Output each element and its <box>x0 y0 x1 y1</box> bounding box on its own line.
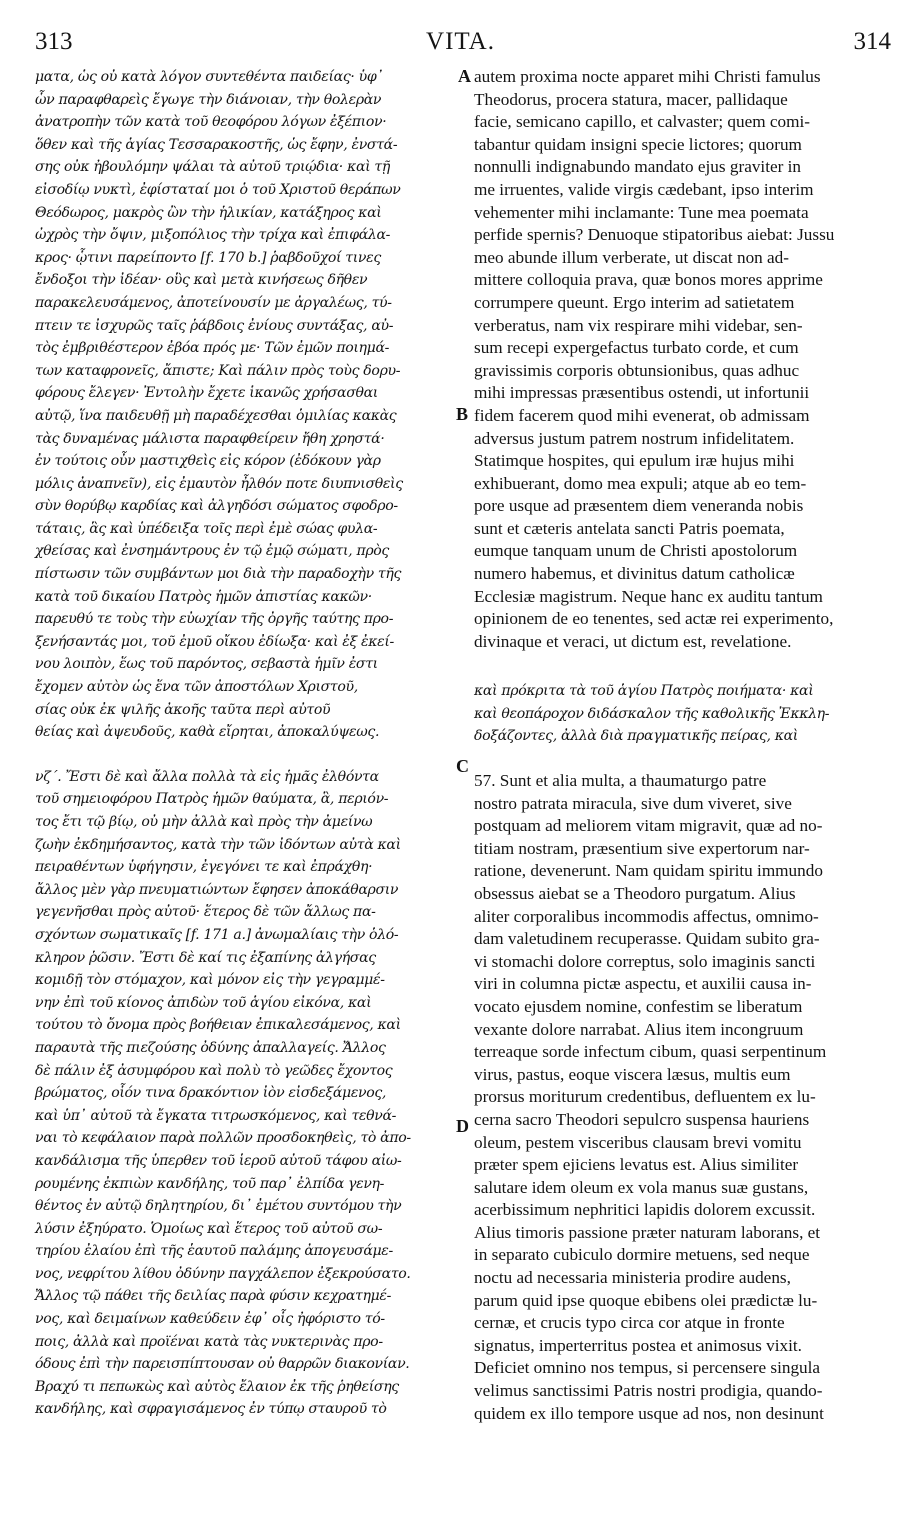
greek-text-line: δὲ πάλιν ἐξ ἀσυμφόρου καὶ πολὺ τὸ γεῶδες ἔχοντος <box>35 1062 393 1079</box>
latin-text-line: velimus sanctissimi Patris nostri prodigia, quando- <box>474 1381 823 1401</box>
latin-text-line: cerna sacro Theodori sepulcro suspensa hauriens <box>474 1109 810 1129</box>
latin-text-line: facie, semicano capillo, et calvaster; quem comi- <box>474 112 810 132</box>
latin-text-line: exhibuerant, domo mea expuli; atque ab eo tem- <box>474 473 807 493</box>
latin-text-line: acerbissimum nephritici lapidis dolorem excussit. <box>474 1200 816 1220</box>
greek-text-line: καὶ θεοπάροχον διδάσκαλον τῆς καθολικῆς Ἐκκλη- <box>474 705 830 722</box>
latin-text-line: tabantur quidam insigni specie lictores; quorum <box>474 134 802 154</box>
greek-text-line: τούτου τὸ ὄνομα πρὸς βοήθειαν ἐπικαλεσάμενος, καὶ <box>35 1017 401 1034</box>
latin-text-line: titiam nostram, præsentium sive expertorum nar- <box>474 838 810 858</box>
greek-text-line: κανδάλισμα τῆς ὑπερθεν τοῦ ἱεροῦ αὐτοῦ τάφου αἰω- <box>35 1152 402 1169</box>
greek-text-line: τηρίου ἐλαίου ἐπὶ τῆς ἑαυτοῦ παλάμης ἀπογευσάμε- <box>35 1243 393 1260</box>
latin-top-block <box>474 66 884 653</box>
latin-text-line: vi stomachi dolore correptus, solo imaginis sancti <box>474 951 816 971</box>
greek-text-line: ναι τὸ κεφάλαιον παρὰ πολλῶν προσδοκηθεὶς, τὸ ἀπο- <box>35 1130 411 1147</box>
latin-text-line: sunt et cæteris antelata sancti Patris poemata, <box>474 518 785 538</box>
latin-text-line: mihi impressas præsentibus ostendi, ut infortunii <box>474 383 810 403</box>
greek-text-line: τὰς δυναμένας μάλιστα παραφθείρειν ἤθη χρηστά· <box>35 430 385 447</box>
greek-text-line: Ἄλλος τῷ πάθει τῆς δειλίας παρὰ φύσιν κεχρατημέ- <box>35 1288 391 1305</box>
greek-text-line: τοῦ σημειοφόρου Πατρὸς ἡμῶν θαύματα, ἃ, περιόν- <box>35 791 389 808</box>
greek-text-line: νος, νεφρίτου λίθου ὀδύνην παγχάλεπον ἐξεκρούσατο. <box>35 1265 411 1282</box>
greek-text-line: σίας οὐκ ἐκ ψιλῆς ἀκοῆς ταῦτα περὶ αὐτοῦ <box>35 701 331 718</box>
margin-marker-a: A <box>458 66 471 86</box>
greek-text-line: τάταις, ἃς καὶ ὑπέδειξα τοῖς περὶ ἐμὲ σώας φυλα- <box>35 520 378 537</box>
latin-text-line: vehementer mihi inclamante: Tune mea poemata <box>474 202 809 222</box>
latin-text-line: me irruentes, valide virgis cædebant, ipso interim <box>474 179 814 199</box>
latin-text-line: viri in columna pictæ aspectu, et auxilii causa in- <box>474 974 812 994</box>
latin-text-line: pore usque ad præsentem diem veneranda nobis <box>474 496 804 516</box>
latin-text-line: dam valetudinem recuperasse. Quidam subito gra- <box>474 929 820 949</box>
latin-text-line: adversus justum patrem nostrum infidelitatem. <box>474 428 795 448</box>
greek-text-line: τὸς ἐμβριθέστερον ἐβόα πρός με· Τῶν ἐμῶν ποιημά- <box>35 340 390 357</box>
latin-text-line: aliter corporalibus incommodis affectus, omnimo- <box>474 906 819 926</box>
greek-text-line: ἔνδοξοι τὴν ἰδέαν· οὓς καὶ μετὰ κινήσεως δῆθεν <box>35 272 368 289</box>
latin-text-line: vocato ejusdem nomine, confestim se liberatum <box>474 996 803 1016</box>
greek-text-line: των καταφρονεῖς, ἄπιστε; Καὶ πάλιν πρὸς τοὺς δορυ- <box>35 362 401 379</box>
latin-text-line: perfide spernis? Denuoque stipatoribus aiebat: Jussu <box>474 225 835 245</box>
latin-text-line: verberatus, nam vix respirare mihi videbar, sen- <box>474 315 803 335</box>
greek-text-line: σης οὐκ ἠβουλόμην ψάλαι τὰ αὐτοῦ τριῴδια· καὶ τῇ <box>35 159 390 176</box>
greek-text-line: Θεόδωρος, μακρὸς ὢν τὴν ἡλικίαν, κατάξηρος καὶ <box>35 204 382 221</box>
greek-text-line: δοξάζοντες, ἀλλὰ διὰ πραγματικῆς πείρας, καὶ <box>474 728 798 745</box>
latin-bottom-block <box>474 770 884 1425</box>
latin-text-line: mittere colloquia prava, quæ bonos mores apprime <box>474 270 823 290</box>
latin-text-line: sum recepi expergefactus turbato corde, et cum <box>474 338 799 358</box>
latin-text-line: eumque tanquam unum de Christi apostolorum <box>474 541 798 561</box>
greek-text-line: κανδήλης, καὶ σφραγισάμενος ἐν τύπῳ σταυροῦ τὸ <box>35 1401 387 1418</box>
greek-text-line: ξενήσαντάς μοι, τοῦ ἐμοῦ οἴκου ἐδίωξα· καὶ ἐξ ἐκεί- <box>35 633 394 650</box>
greek-text-line: ποις, ἀλλὰ καὶ προϊέναι κατὰ τὰς νυκτερινὰς προ- <box>35 1333 383 1350</box>
latin-text-line: vexante dolore narrabat. Alius item incongruum <box>474 1019 804 1039</box>
greek-text-line: ὧν παραφθαρεὶς ἔγωγε τὴν διάνοιαν, τὴν θολερὰν <box>35 91 382 108</box>
greek-text-line: χθείσας καὶ ἐνσημάντρους ἐν τῷ ἐμῷ σώματι, πρὸς <box>35 543 389 560</box>
greek-text-line: ἄλλος μὲν γὰρ πνευματιώντων ἔφησεν ἀποκάθαρσιν <box>35 881 399 898</box>
greek-text-line: σχόντων σωματικαῖς [f. 171 a.] ἀνωμαλίαις τὴν ὁλό- <box>35 926 399 943</box>
latin-text-line: divinaque et veraci, ut dictum est, revelatione. <box>474 631 792 651</box>
latin-text-line: prorsus moriturum credentibus, defluentem ex lu- <box>474 1087 816 1107</box>
greek-continuation <box>474 680 884 748</box>
latin-text-line: Deficiet omnino nos tempus, si percensere singula <box>474 1358 821 1378</box>
greek-text-line: ἔχομεν αὐτὸν ὡς ἕνα τῶν ἀποστόλων Χριστοῦ, <box>35 679 358 696</box>
greek-text-line: βρώματος, οἷόν τινα δρακόντιον ἰὸν εἰσδεξάμενος, <box>35 1085 387 1102</box>
latin-text-line: Alius timoris passione præter naturam laborans, et <box>474 1222 821 1242</box>
greek-text-line: πειραθέντων ὑφήγησιν, ἐγεγόνει τε καὶ ἐπράχθη· <box>35 859 373 876</box>
greek-text-line: καὶ ὑπ᾽ αὐτοῦ τὰ ἔγκατα τιτρωσκόμενος, καὶ τεθνά- <box>35 1107 397 1124</box>
latin-text-line: ratione, devenerunt. Nam quidam spiritu immundo <box>474 861 823 881</box>
greek-text-line: ἐν τούτοις οὖν μαστιχθεὶς εἰς κόρον (ἐδόκουν γὰρ <box>35 453 381 470</box>
greek-text-line <box>35 744 460 766</box>
greek-text-line: ζωὴν ἐκδημήσαντος, κατὰ τὴν τῶν ἰδόντων αὐτὰ καὶ <box>35 836 401 853</box>
greek-text-line: τος ἔτι τῷ βίῳ, οὐ μὴν ἀλλὰ καὶ πρὸς τὴν ἀμείνω <box>35 814 373 830</box>
latin-text-line: gravissimis corporis obtunsionibus, quas adhuc <box>474 360 800 380</box>
latin-text-line: salutare idem oleum ex vola manus suæ gustans, <box>474 1177 809 1197</box>
greek-column <box>35 66 460 1421</box>
latin-text-line: signatus, imperterritus postea et animosus vixit. <box>474 1335 802 1355</box>
latin-text-line: 57. Sunt et alia multa, a thaumaturgo patre <box>474 771 767 790</box>
latin-column <box>474 66 884 653</box>
latin-text-line: cernæ, et crucis typo circa cor atque in fronte <box>474 1313 785 1333</box>
greek-text-line: παρακελευσάμενος, ἀποτείνουσίν με ἀργαλέως, τύ- <box>35 294 392 311</box>
greek-text-line: παραυτὰ τῆς πιεζούσης ὀδύνης ἀπαλλαγείς. Ἄλλος <box>35 1039 386 1056</box>
greek-text-line: νην ἐπὶ τοῦ κίονος ἀπιδὼν τοῦ ἁγίου εἰκόνα, καὶ <box>35 994 372 1011</box>
greek-text-line: ρουμένης ἐκπιὼν κανδήλης, τοῦ παρ᾽ ἐλπίδα γενη- <box>35 1175 385 1192</box>
latin-text-line: autem proxima nocte apparet mihi Christi famulus <box>474 67 821 86</box>
greek-text-line: πτειν τε ἰσχυρῶς ταῖς ῥάβδοις ἐνίους συντάξας, αὐ- <box>35 317 394 334</box>
margin-marker-b: B <box>456 404 469 424</box>
latin-text-line: oleum, pestem visceribus clausam brevi vomitu <box>474 1132 802 1152</box>
greek-text-line: μόλις ἀναπνεῖν), εἰς ἐμαυτὸν ἦλθόν ποτε διυπνισθεὶς <box>35 475 403 492</box>
page-header <box>0 28 921 62</box>
greek-text-line: νος, καὶ δειμαίνων καθεύδειν ἐφ᾽ οἷς ἠφόριστο τό- <box>35 1311 385 1328</box>
latin-text-line: nostro patrata miracula, sive dum viveret, sive <box>474 793 792 813</box>
latin-text-line: numero habemus, et divinitus datum catholicæ <box>474 564 795 584</box>
greek-text-line: λύσιν ἐξηύρατο. Ὁμοίως καὶ ἕτερος τοῦ αὐτοῦ σω- <box>35 1220 383 1237</box>
latin-text-line: terreaque sorde infectum cibum, quasi serpentinum <box>474 1042 827 1062</box>
greek-text-line: ἀνατροπὴν τῶν κατὰ τοῦ θεοφόρου λόγων ἐξέπιον· <box>35 114 387 131</box>
latin-text-line: postquam ad meliorem vitam migravit, quæ ad no- <box>474 816 823 836</box>
latin-text-line: nonnulli indignabundo mandato ejus graviter in <box>474 157 801 177</box>
latin-text-line: Ecclesiæ magistrum. Neque hanc ex auditu tantum <box>474 586 823 606</box>
greek-text-line: θέντος ἐν αὐτῷ δηλητηρίου, δι᾽ ἐμέτου συντόμου τὴν <box>35 1198 402 1215</box>
page-number-left: 313 <box>35 28 73 55</box>
greek-text-line: νου λοιπὸν, ἕως τοῦ παρόντος, σεβαστὰ ἡμῖν ἐστι <box>35 656 378 673</box>
greek-text-line: όδους ἐπὶ τὴν παρεισπίπτουσαν οὐ θαρρῶν διακονίαν. <box>35 1356 410 1373</box>
latin-text-line: obsessus aiebat se a Theodoro purgatum. Alius <box>474 883 796 903</box>
latin-text-line: noctu ad necessaria ministeria prodire audens, <box>474 1268 791 1288</box>
greek-text-line: Βραχύ τι πεπωκὼς καὶ αὐτὸς ἔλαιον ἐκ τῆς ῥηθείσης <box>35 1378 399 1395</box>
greek-text-line: θείας καὶ ἀψευδοῦς, καθὰ εἴρηται, ἀποκαλύψεως. <box>35 724 380 741</box>
greek-text-line: νζ΄. Ἔστι δὲ καὶ ἄλλα πολλὰ τὰ εἰς ἡμᾶς ἐλθόντα <box>35 768 379 785</box>
running-title: VITA. <box>426 28 495 55</box>
greek-text-line: ματα, ὡς οὐ κατὰ λόγον συντεθέντα παιδείας· ὑφ᾽ <box>35 69 384 85</box>
greek-text-line: γεγενῆσθαι πρὸς αὐτοῦ· ἕτερος δὲ τῶν ἄλλως πα- <box>35 904 376 921</box>
latin-text-line: quidem ex illo tempore usque ad nos, non desinunt <box>474 1403 824 1423</box>
greek-text-line: κληρον ῥῶσιν. Ἔστι δὲ καί τις ἐξαπίνης ἀλγήσας <box>35 949 376 966</box>
greek-text-line: ὅθεν καὶ τῆς ἁγίας Τεσσαρακοστῆς, ὡς ἔφην, ἐνστά- <box>35 136 398 153</box>
greek-text-line: ὠχρὸς τὴν ὄψιν, μιξοπόλιος τὴν τρίχα καὶ ἐπιφάλα- <box>35 227 391 244</box>
greek-text-line: σὺν θορύβῳ καρδίας καὶ ἀλγηδόσι σώματος σφοδρο- <box>35 498 398 515</box>
greek-text-line: πίστωσιν τῶν συμβάντων μοι διὰ τὴν παραδοχὴν τῆς <box>35 566 402 583</box>
latin-text-line: præter spem ejiciens levatus est. Alius similiter <box>474 1155 799 1175</box>
greek-text-line: κρος· ᾧτινι παρείποντο [f. 170 b.] ῥαβδοῦχοί τινες <box>35 249 381 266</box>
margin-marker-c: C <box>456 756 469 776</box>
greek-text-line: καὶ πρόκριτα τὰ τοῦ ἁγίου Πατρὸς ποιήματα· καὶ <box>474 683 814 699</box>
latin-text-line: parum quid ipse quoque ebibens olei prædictæ lu- <box>474 1290 818 1310</box>
latin-text-line: fidem facerem quod mihi evenerat, ob admissam <box>474 405 810 425</box>
greek-text-line: εἰσοδίῳ νυκτὶ, ἐφίσταταί μοι ὁ τοῦ Χριστοῦ θεράπων <box>35 181 401 198</box>
greek-text-line: παρευθύ τε τοὺς τὴν εὐωχίαν τῆς ὀργῆς ταύτης προ- <box>35 611 394 628</box>
latin-text-line: meo abunde illum verberate, ut discat non ad- <box>474 247 789 267</box>
latin-text-line: Statimque hospites, qui epulum iræ hujus mihi <box>474 451 795 471</box>
greek-text-line: κατὰ τοῦ δικαίου Πατρὸς ἡμῶν ἀπιστίας κακῶν· <box>35 588 372 605</box>
latin-text-line: opinionem de eo tenentes, sed actæ rei experimento, <box>474 609 834 629</box>
greek-text-line: αὐτῷ, ἵνα παιδευθῇ μὴ παραδέχεσθαι ὁμιλίας κακὰς <box>35 407 397 424</box>
page-number-right: 314 <box>853 28 891 55</box>
greek-text-line: φόρους ἔλεγεν· Ἐντολὴν ἔχετε ἱκανῶς χρήσασθαι <box>35 385 378 402</box>
latin-text-line: corrumpere queunt. Ergo interim ad satietatem <box>474 292 795 312</box>
latin-text-line: virus, pastus, eoque viscera læsus, multis eum <box>474 1064 791 1084</box>
margin-marker-d: D <box>456 1116 469 1136</box>
greek-text-line: κομιδῇ τὸν στόμαχον, καὶ μόνον εἰς τὴν γεγραμμέ- <box>35 972 385 989</box>
latin-text-line: Theodorus, procera statura, macer, pallidaque <box>474 89 788 109</box>
latin-text-line: in separato cubiculo dormire metuens, sed neque <box>474 1245 810 1265</box>
